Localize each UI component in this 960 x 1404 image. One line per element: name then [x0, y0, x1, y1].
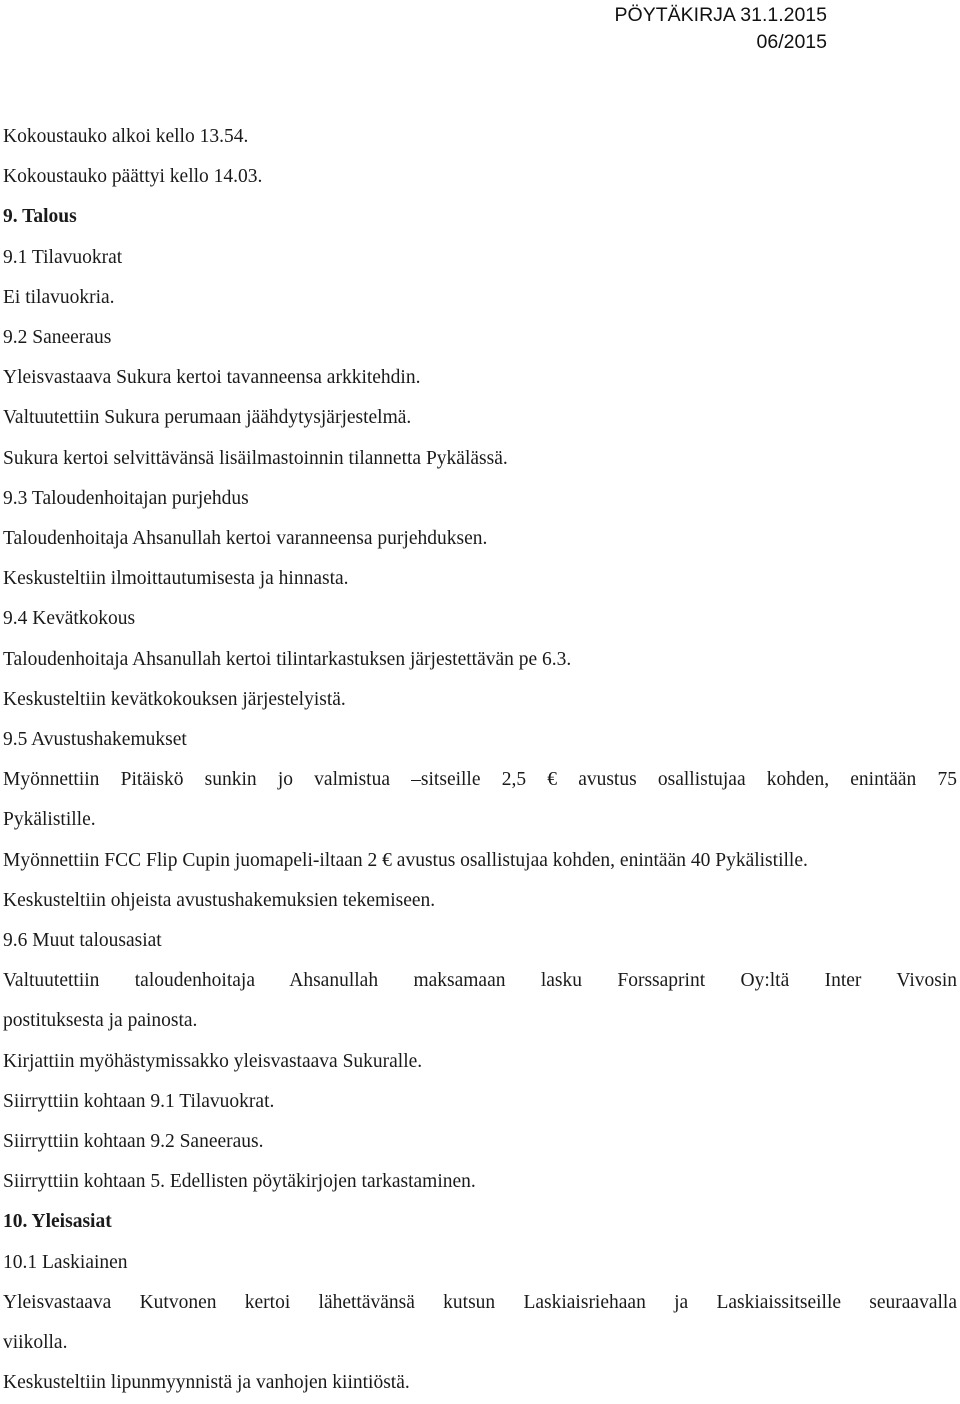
- minutes-line: Keskusteltiin kevätkokouksen järjestelyistä.: [3, 688, 346, 710]
- minutes-line: Taloudenhoitaja Ahsanullah kertoi tilintarkastuksen järjestettävän pe 6.3.: [3, 648, 572, 670]
- minutes-line: Taloudenhoitaja Ahsanullah kertoi varanneensa purjehduksen.: [3, 528, 488, 550]
- subsection-heading: 9.1 Tilavuokrat: [3, 246, 123, 268]
- minutes-line: Valtuutettiin Sukura perumaan jäähdytysjärjestelmä.: [3, 407, 412, 429]
- subsection-heading: 9.3 Taloudenhoitajan purjehdus: [3, 487, 249, 509]
- minutes-line: Kokoustauko alkoi kello 13.54.: [3, 126, 249, 147]
- document-title: PÖYTÄKIRJA 31.1.2015: [614, 4, 827, 26]
- subsection-heading: 9.5 Avustushakemukset: [3, 729, 187, 751]
- subsection-heading: 9.2 Saneeraus: [3, 327, 112, 349]
- section-heading: 9. Talous: [3, 206, 77, 228]
- minutes-line: Keskusteltiin ohjeista avustushakemuksien tekemiseen.: [3, 889, 436, 911]
- minutes-line: Keskusteltiin lipunmyynnistä ja vanhojen kiintiöstä.: [3, 1372, 410, 1394]
- minutes-line: Siirryttiin kohtaan 9.2 Saneeraus.: [3, 1131, 264, 1153]
- document-header: [615, 2, 827, 56]
- minutes-body: [3, 117, 957, 1404]
- minutes-paragraph: [3, 961, 957, 1041]
- minutes-line: Siirryttiin kohtaan 5. Edellisten pöytäkirjojen tarkastaminen.: [3, 1171, 476, 1193]
- minutes-line: Ei tilavuokria.: [3, 286, 115, 308]
- paragraph-line: postituksesta ja painosta.: [3, 1010, 198, 1032]
- paragraph-line: Valtuutettiin taloudenhoitaja Ahsanullah maksamaan lasku Forssaprint Oy:ltä Inter Vivosin: [3, 970, 957, 992]
- minutes-line: Kokoustauko päättyi kello 14.03.: [3, 166, 263, 188]
- section-heading: 10. Yleisasiat: [3, 1211, 112, 1233]
- minutes-line: Kirjattiin myöhästymissakko yleisvastaava Sukuralle.: [3, 1050, 423, 1072]
- paragraph-line: Pykälistille.: [3, 809, 96, 831]
- minutes-paragraph: [3, 1283, 957, 1363]
- subsection-heading: 9.4 Kevätkokous: [3, 608, 136, 630]
- paragraph-line: viikolla.: [3, 1332, 68, 1354]
- minutes-line: Keskusteltiin ilmoittautumisesta ja hinnasta.: [3, 568, 349, 590]
- minutes-paragraph: [3, 760, 957, 840]
- minutes-line: Yleisvastaava Sukura kertoi tavanneensa arkkitehdin.: [3, 367, 421, 389]
- minutes-line: Myönnettiin FCC Flip Cupin juomapeli-iltaan 2 € avustus osallistujaa kohden, enintään 40 Pykälistille.: [3, 849, 808, 871]
- minutes-line: Sukura kertoi selvittävänsä lisäilmastoinnin tilannetta Pykälässä.: [3, 447, 508, 469]
- subsection-heading: 9.6 Muut talousasiat: [3, 930, 162, 952]
- subsection-heading: 10.1 Laskiainen: [3, 1251, 128, 1273]
- minutes-line: Siirryttiin kohtaan 9.1 Tilavuokrat.: [3, 1090, 275, 1112]
- paragraph-line: Myönnettiin Pitäiskö sunkin jo valmistua –sitseille 2,5 € avustus osallistujaa kohden, enintään 75: [3, 769, 957, 791]
- document-number: 06/2015: [756, 31, 827, 53]
- paragraph-line: Yleisvastaava Kutvonen kertoi lähettävänsä kutsun Laskiaisriehaan ja Laskiaissitseille seuraavalla: [3, 1291, 957, 1313]
